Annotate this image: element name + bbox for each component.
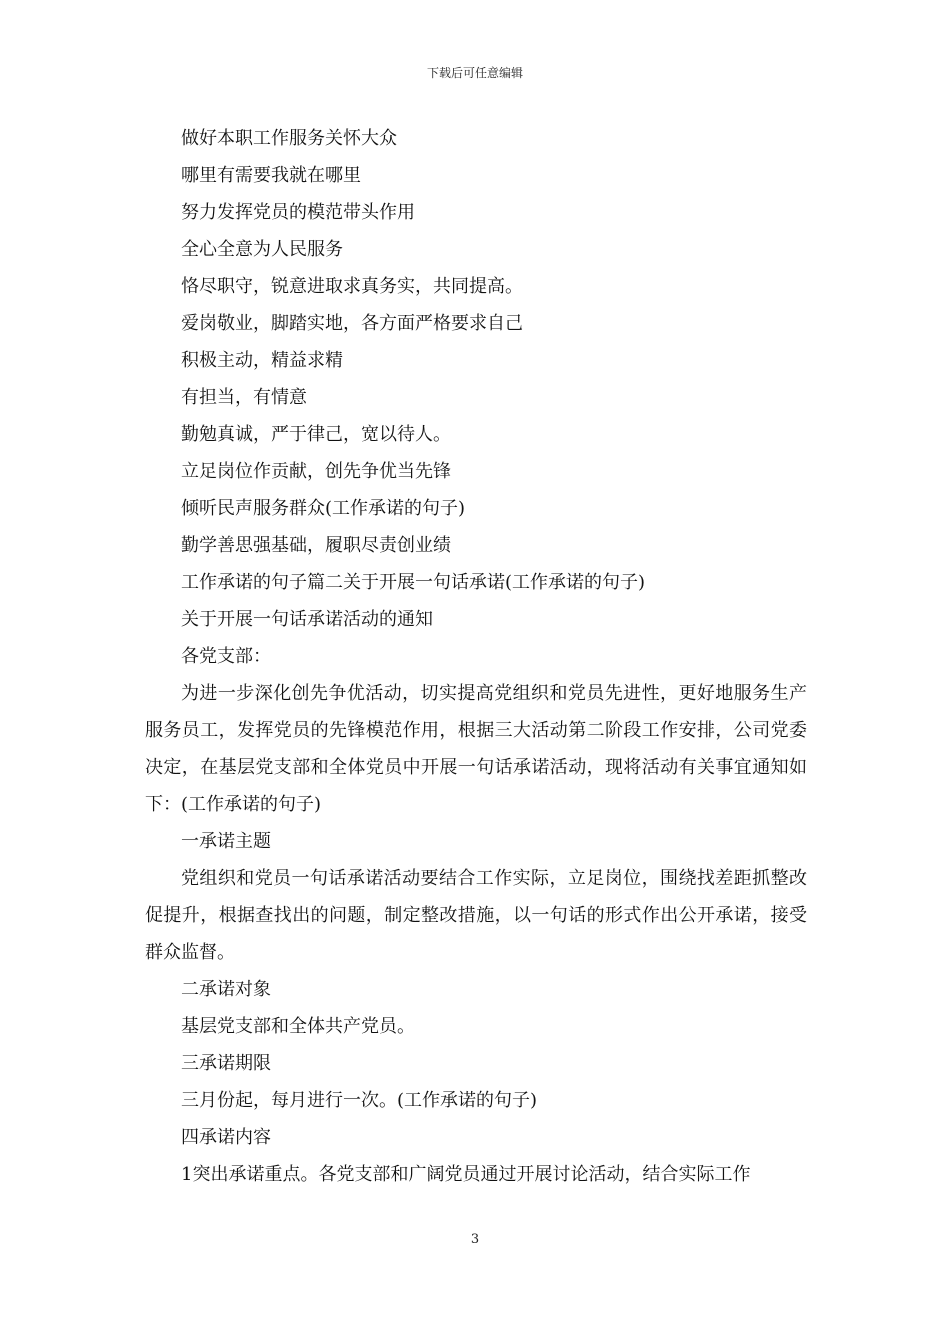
paragraph-intro: 为进一步深化创先争优活动，切实提高党组织和党员先进性，更好地服务生产服务员工，发挥党员的先锋模范作用，根据三大活动第二阶段工作安排，公司党委决定，在基层党支部和全体党员中开展一句话承诺活动，现将活动有关事宜通知如下：(工作承诺的句子) [145,683,807,815]
text-line: 勤勉真诚，严于律己，宽以待人。 [181,424,451,445]
text-line: 积极主动，精益求精 [181,350,343,371]
text-line: 立足岗位作贡献，创先争优当先锋 [181,461,451,482]
text-line: 做好本职工作服务关怀大众 [181,128,397,149]
page-number: 3 [470,1232,480,1247]
text-line: 爱岗敬业，脚踏实地，各方面严格要求自己 [181,313,523,334]
paragraph-theme: 党组织和党员一句话承诺活动要结合工作实际，立足岗位，围绕找差距抓整改促提升，根据查找出的问题，制定整改措施，以一句话的形式作出公开承诺，接受群众监督。 [145,868,807,963]
text-line: 三月份起，每月进行一次。(工作承诺的句子) [181,1090,538,1111]
heading-theme: 一承诺主题 [181,831,271,852]
text-line: 基层党支部和全体共产党员。 [181,1016,415,1037]
text-line: 全心全意为人民服务 [181,239,343,260]
text-line: 哪里有需要我就在哪里 [181,165,361,186]
heading-content: 四承诺内容 [181,1127,271,1148]
page-header-note: 下载后可任意编辑 [426,66,523,80]
text-line: 恪尽职守，锐意进取求真务实，共同提高。 [181,276,523,297]
notice-title: 关于开展一句话承诺活动的通知 [181,609,433,630]
paragraph-content: 1突出承诺重点。各党支部和广阔党员通过开展讨论活动，结合实际工作 [181,1164,751,1185]
document-body [145,120,807,1193]
section-title: 工作承诺的句子篇二关于开展一句话承诺(工作承诺的句子) [181,572,646,593]
text-line: 勤学善思强基础，履职尽责创业绩 [181,535,451,556]
heading-target: 二承诺对象 [181,979,271,1000]
text-line: 倾听民声服务群众(工作承诺的句子) [181,498,466,519]
text-line: 有担当，有情意 [181,387,307,408]
text-line: 努力发挥党员的模范带头作用 [181,202,415,223]
salutation: 各党支部： [181,646,271,667]
heading-period: 三承诺期限 [181,1053,271,1074]
